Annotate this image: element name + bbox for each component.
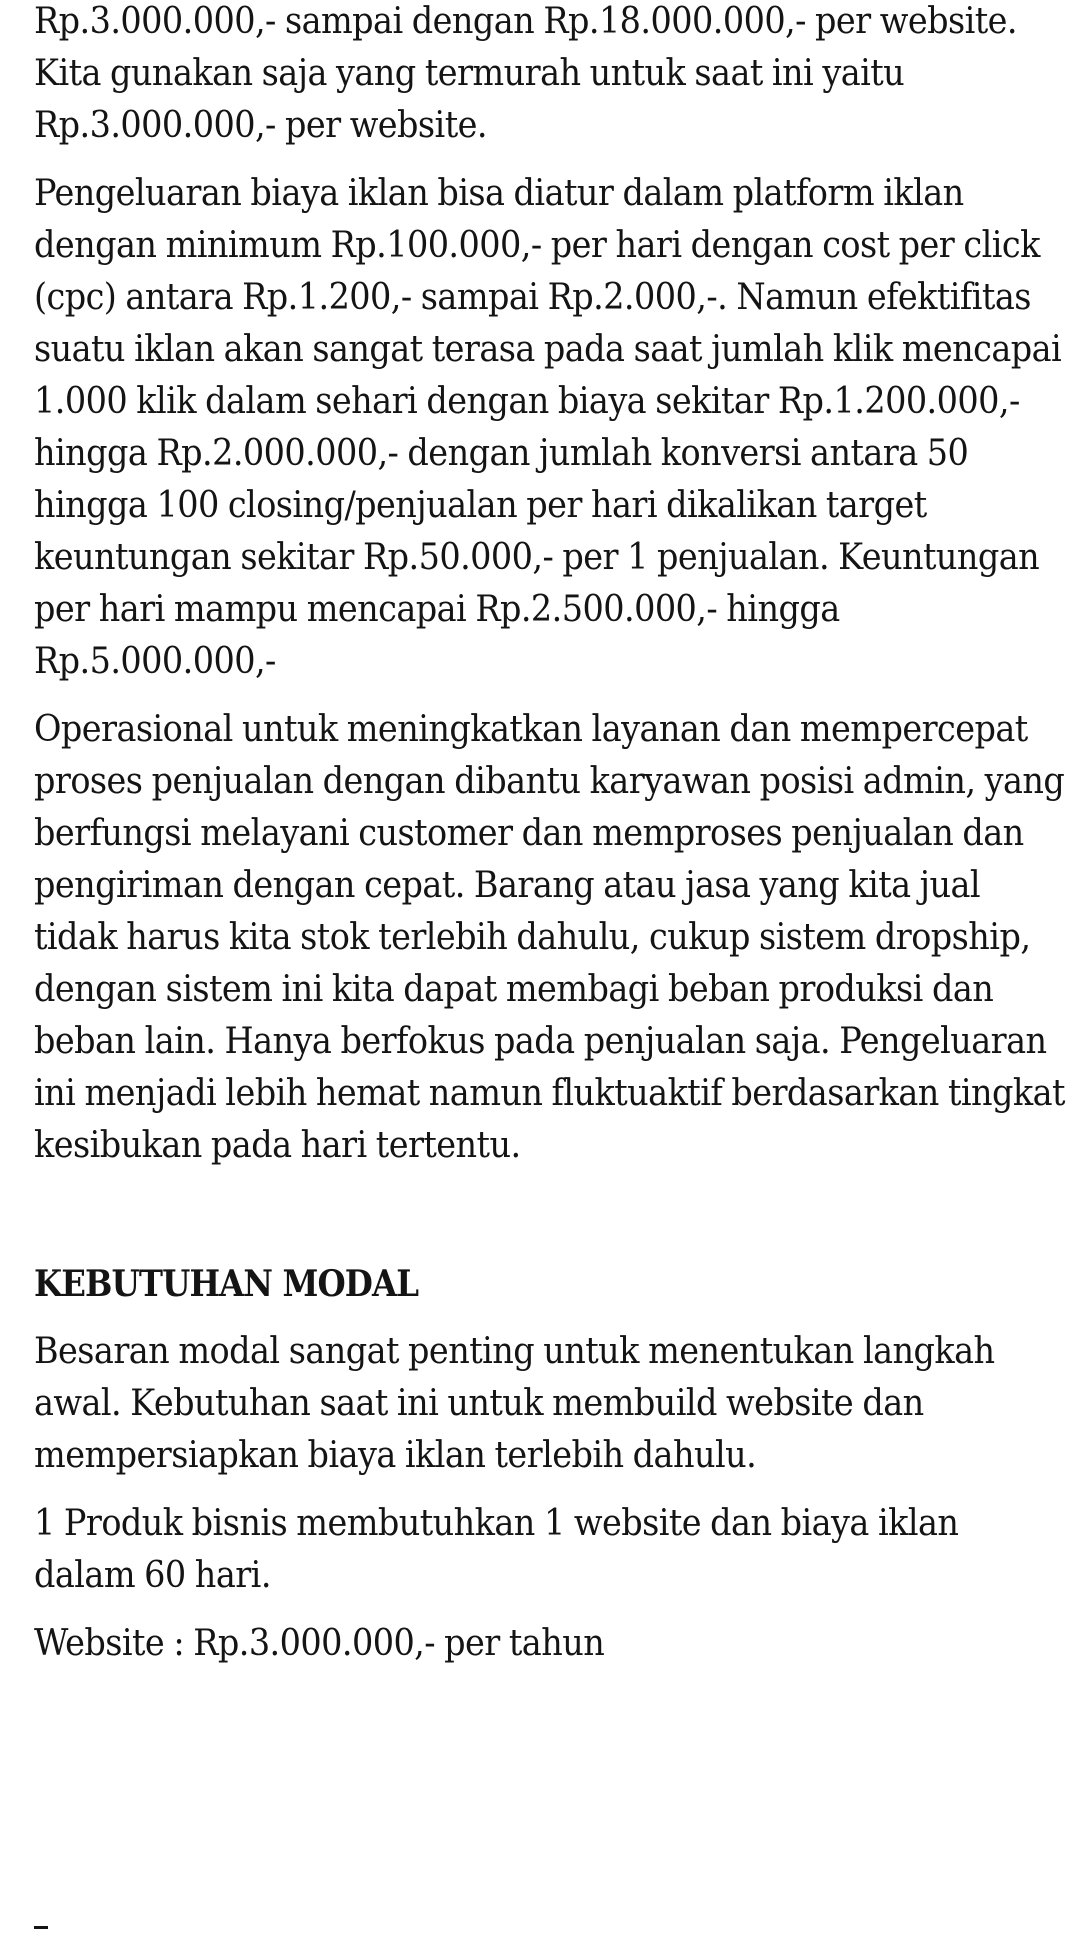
paragraph-website-cost: Rp.3.000.000,- sampai dengan Rp.18.000.000,- per website. Kita gunakan saja yang termurah untuk saat ini yaitu Rp.3.000.000,- per website. [34, 1, 1018, 146]
section-heading-capital-needs: KEBUTUHAN MODAL [34, 1263, 419, 1305]
cut-off-next-line [34, 1926, 48, 1929]
paragraph-operational: Operasional untuk meningkatkan layanan dan mempercepat proses penjualan dengan dibantu karyawan posisi admin, yang berfungsi melayani customer dan memproses penjualan dan pengiriman dengan cepat. Barang atau jasa yang kita jual tidak harus kita stok terlebih dahulu, cukup sistem dropship, dengan sistem ini kita dapat membagi beban produksi dan beban lain. Hanya berfokus pada penjualan saja. Pengeluaran ini menjadi lebih hemat namun fluktuaktif berdasarkan tingkat kesibukan pada hari tertentu. [34, 709, 1065, 1166]
paragraph-website-price: Website : Rp.3.000.000,- per tahun [34, 1623, 605, 1664]
paragraph-ad-spending: Pengeluaran biaya iklan bisa diatur dalam platform iklan dengan minimum Rp.100.000,- per hari dengan cost per click (cpc) antara Rp.1.200,- sampai Rp.2.000,-. Namun efektifitas suatu iklan akan sangat terasa pada saat jumlah klik mencapai 1.000 klik dalam sehari dengan biaya sekitar Rp.1.200.000,- hingga Rp.2.000.000,- dengan jumlah konversi antara 50 hingga 100 closing/penjualan per hari dikalikan target keuntungan sekitar Rp.50.000,- per 1 penjualan. Keuntungan per hari mampu mencapai Rp.2.500.000,- hingga Rp.5.000.000,- [34, 173, 1062, 682]
paragraph-capital-intro: Besaran modal sangat penting untuk menentukan langkah awal. Kebutuhan saat ini untuk membuild website dan mempersiapkan biaya iklan terlebih dahulu. [34, 1331, 995, 1476]
article-body [34, 0, 1064, 1686]
paragraph-product-requirement: 1 Produk bisnis membutuhkan 1 website dan biaya iklan dalam 60 hari. [34, 1503, 959, 1596]
